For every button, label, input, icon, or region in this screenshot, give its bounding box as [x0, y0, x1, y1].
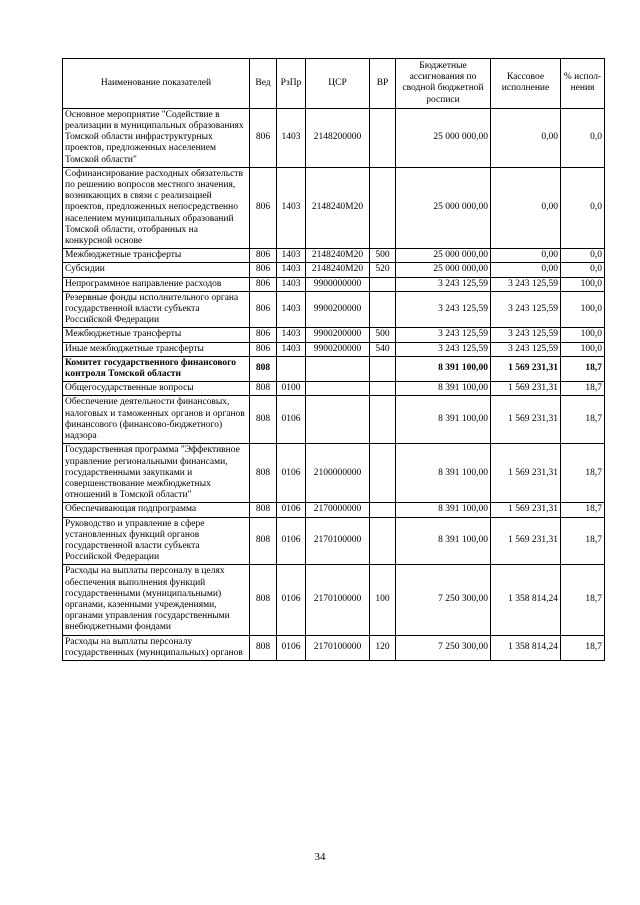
- cell-pct: 100,0: [561, 328, 605, 342]
- header-pct: % испол-нения: [561, 59, 605, 109]
- cell-rzpr: 1403: [277, 291, 306, 328]
- cell-cash: 3 243 125,59: [491, 342, 561, 356]
- cell-budget: 8 391 100,00: [396, 517, 491, 565]
- cell-pct: 18,7: [561, 356, 605, 381]
- cell-rzpr: 1403: [277, 167, 306, 248]
- cell-name: Иные межбюджетные трансферты: [63, 342, 250, 356]
- cell-vr: [370, 396, 396, 444]
- header-ved: Вед: [250, 59, 277, 109]
- table-row: [63, 263, 605, 277]
- cell-rzpr: 0106: [277, 635, 306, 660]
- cell-name: Руководство и управление в сфере установленных функций органов государственной власти субъекта Российской Федерации: [63, 517, 250, 565]
- cell-rzpr: 0106: [277, 396, 306, 444]
- cell-ved: 808: [250, 635, 277, 660]
- cell-rzpr: 0106: [277, 565, 306, 635]
- cell-pct: 18,7: [561, 503, 605, 517]
- cell-budget: 25 000 000,00: [396, 263, 491, 277]
- table-row: [63, 396, 605, 444]
- table-row: [63, 565, 605, 635]
- header-budget: Бюджетные ассигнования по сводной бюджетной росписи: [396, 59, 491, 109]
- cell-pct: 0,0: [561, 263, 605, 277]
- cell-name: Государственная программа "Эффективное управление региональными финансами, государственными закупками и совершенствование межбюджетных отношений в Томской области": [63, 444, 250, 503]
- cell-vr: 120: [370, 635, 396, 660]
- table-row: [63, 342, 605, 356]
- table-row: [63, 277, 605, 291]
- cell-budget: 25 000 000,00: [396, 108, 491, 167]
- cell-pct: 100,0: [561, 277, 605, 291]
- cell-cash: 0,00: [491, 108, 561, 167]
- cell-csr: 9900000000: [306, 277, 370, 291]
- cell-rzpr: 0106: [277, 503, 306, 517]
- cell-ved: 808: [250, 517, 277, 565]
- cell-csr: 2170100000: [306, 565, 370, 635]
- cell-budget: 8 391 100,00: [396, 396, 491, 444]
- cell-ved: 806: [250, 263, 277, 277]
- cell-budget: 8 391 100,00: [396, 382, 491, 396]
- cell-vr: 500: [370, 328, 396, 342]
- cell-ved: 806: [250, 328, 277, 342]
- table-row: [63, 517, 605, 565]
- cell-budget: 8 391 100,00: [396, 503, 491, 517]
- cell-name: Софинансирование расходных обязательств по решению вопросов местного значения, возникающих в связи с реализацией проектов, предложенных непосредственно населением муниципальных образований Томской области, отобранных на конкурсной основе: [63, 167, 250, 248]
- cell-cash: 1 569 231,31: [491, 517, 561, 565]
- cell-csr: 2148200000: [306, 108, 370, 167]
- cell-ved: 808: [250, 444, 277, 503]
- header-vr: ВР: [370, 59, 396, 109]
- cell-pct: 18,7: [561, 635, 605, 660]
- cell-name: Расходы на выплаты персоналу в целях обеспечения выполнения функций государственными (муниципальными) органами, казенными учреждениями, органами управления государственными внебюджетными фондами: [63, 565, 250, 635]
- cell-csr: 9900200000: [306, 328, 370, 342]
- header-cash: Кассовое исполнение: [491, 59, 561, 109]
- cell-ved: 806: [250, 291, 277, 328]
- cell-cash: 3 243 125,59: [491, 277, 561, 291]
- cell-vr: [370, 277, 396, 291]
- budget-table: [62, 58, 605, 661]
- cell-cash: 3 243 125,59: [491, 291, 561, 328]
- cell-pct: 100,0: [561, 291, 605, 328]
- cell-csr: 9900200000: [306, 291, 370, 328]
- page-number: 34: [314, 851, 326, 863]
- cell-ved: 808: [250, 396, 277, 444]
- cell-csr: 9900200000: [306, 342, 370, 356]
- cell-rzpr: 1403: [277, 108, 306, 167]
- cell-name: Расходы на выплаты персоналу государственных (муниципальных) органов: [63, 635, 250, 660]
- cell-name: Межбюджетные трансферты: [63, 249, 250, 263]
- cell-budget: 25 000 000,00: [396, 167, 491, 248]
- cell-name: Комитет государственного финансового контроля Томской области: [63, 356, 250, 381]
- cell-rzpr: 0106: [277, 517, 306, 565]
- cell-csr: 2148240М20: [306, 263, 370, 277]
- cell-budget: 8 391 100,00: [396, 444, 491, 503]
- cell-pct: 0,0: [561, 249, 605, 263]
- cell-vr: 520: [370, 263, 396, 277]
- cell-vr: 500: [370, 249, 396, 263]
- cell-ved: 806: [250, 277, 277, 291]
- cell-vr: [370, 517, 396, 565]
- table-row: [63, 249, 605, 263]
- cell-ved: 806: [250, 342, 277, 356]
- cell-rzpr: 1403: [277, 263, 306, 277]
- table-body: [63, 108, 605, 660]
- cell-rzpr: 1403: [277, 249, 306, 263]
- cell-rzpr: 1403: [277, 328, 306, 342]
- cell-pct: 0,0: [561, 108, 605, 167]
- table-header: [63, 59, 605, 109]
- cell-rzpr: 0100: [277, 382, 306, 396]
- cell-vr: [370, 291, 396, 328]
- cell-vr: [370, 108, 396, 167]
- header-csr: ЦСР: [306, 59, 370, 109]
- cell-csr: [306, 396, 370, 444]
- cell-csr: 2170000000: [306, 503, 370, 517]
- cell-name: Межбюджетные трансферты: [63, 328, 250, 342]
- cell-vr: [370, 167, 396, 248]
- cell-budget: 7 250 300,00: [396, 635, 491, 660]
- table-row: [63, 328, 605, 342]
- cell-csr: [306, 356, 370, 381]
- cell-name: Резервные фонды исполнительного органа государственной власти субъекта Российской Федерации: [63, 291, 250, 328]
- cell-ved: 808: [250, 382, 277, 396]
- cell-budget: 7 250 300,00: [396, 565, 491, 635]
- cell-budget: 3 243 125,59: [396, 328, 491, 342]
- header-rzpr: РзПр: [277, 59, 306, 109]
- cell-budget: 3 243 125,59: [396, 277, 491, 291]
- cell-pct: 100,0: [561, 342, 605, 356]
- cell-budget: 3 243 125,59: [396, 342, 491, 356]
- cell-csr: 2148240М20: [306, 167, 370, 248]
- cell-cash: 1 569 231,31: [491, 444, 561, 503]
- cell-cash: 1 569 231,31: [491, 396, 561, 444]
- cell-vr: [370, 382, 396, 396]
- cell-pct: 18,7: [561, 565, 605, 635]
- table-row: [63, 444, 605, 503]
- cell-pct: 18,7: [561, 444, 605, 503]
- cell-name: Непрограммное направление расходов: [63, 277, 250, 291]
- cell-budget: 3 243 125,59: [396, 291, 491, 328]
- cell-pct: 0,0: [561, 167, 605, 248]
- cell-vr: 100: [370, 565, 396, 635]
- cell-csr: 2100000000: [306, 444, 370, 503]
- cell-vr: [370, 356, 396, 381]
- cell-ved: 808: [250, 503, 277, 517]
- cell-name: Общегосударственные вопросы: [63, 382, 250, 396]
- cell-pct: 18,7: [561, 396, 605, 444]
- cell-cash: 1 358 814,24: [491, 565, 561, 635]
- table-row: [63, 503, 605, 517]
- cell-rzpr: 1403: [277, 277, 306, 291]
- table-row: [63, 291, 605, 328]
- cell-csr: 2170100000: [306, 635, 370, 660]
- cell-cash: 1 569 231,31: [491, 356, 561, 381]
- cell-csr: 2170100000: [306, 517, 370, 565]
- cell-csr: 2148240М20: [306, 249, 370, 263]
- cell-cash: 0,00: [491, 167, 561, 248]
- table-row: [63, 108, 605, 167]
- cell-cash: 1 358 814,24: [491, 635, 561, 660]
- cell-ved: 806: [250, 108, 277, 167]
- cell-name: Субсидии: [63, 263, 250, 277]
- header-name: Наименование показателей: [63, 59, 250, 109]
- table-row: [63, 382, 605, 396]
- cell-rzpr: 1403: [277, 342, 306, 356]
- table-row: [63, 356, 605, 381]
- cell-ved: 806: [250, 167, 277, 248]
- cell-ved: 806: [250, 249, 277, 263]
- cell-vr: [370, 444, 396, 503]
- cell-pct: 18,7: [561, 517, 605, 565]
- cell-rzpr: [277, 356, 306, 381]
- cell-cash: 3 243 125,59: [491, 328, 561, 342]
- cell-cash: 1 569 231,31: [491, 503, 561, 517]
- cell-ved: 808: [250, 356, 277, 381]
- cell-budget: 8 391 100,00: [396, 356, 491, 381]
- cell-budget: 25 000 000,00: [396, 249, 491, 263]
- header-row: [63, 59, 605, 109]
- cell-ved: 808: [250, 565, 277, 635]
- table-row: [63, 167, 605, 248]
- cell-cash: 0,00: [491, 263, 561, 277]
- cell-vr: [370, 503, 396, 517]
- cell-cash: 0,00: [491, 249, 561, 263]
- table-row: [63, 635, 605, 660]
- cell-vr: 540: [370, 342, 396, 356]
- cell-rzpr: 0106: [277, 444, 306, 503]
- cell-name: Основное мероприятие "Содействие в реализации в муниципальных образованиях Томской области инфраструктурных проектов, предложенных населением Томской области": [63, 108, 250, 167]
- cell-cash: 1 569 231,31: [491, 382, 561, 396]
- cell-pct: 18,7: [561, 382, 605, 396]
- cell-name: Обеспечивающая подпрограмма: [63, 503, 250, 517]
- cell-name: Обеспечение деятельности финансовых, налоговых и таможенных органов и органов финансового (финансово-бюджетного) надзора: [63, 396, 250, 444]
- cell-csr: [306, 382, 370, 396]
